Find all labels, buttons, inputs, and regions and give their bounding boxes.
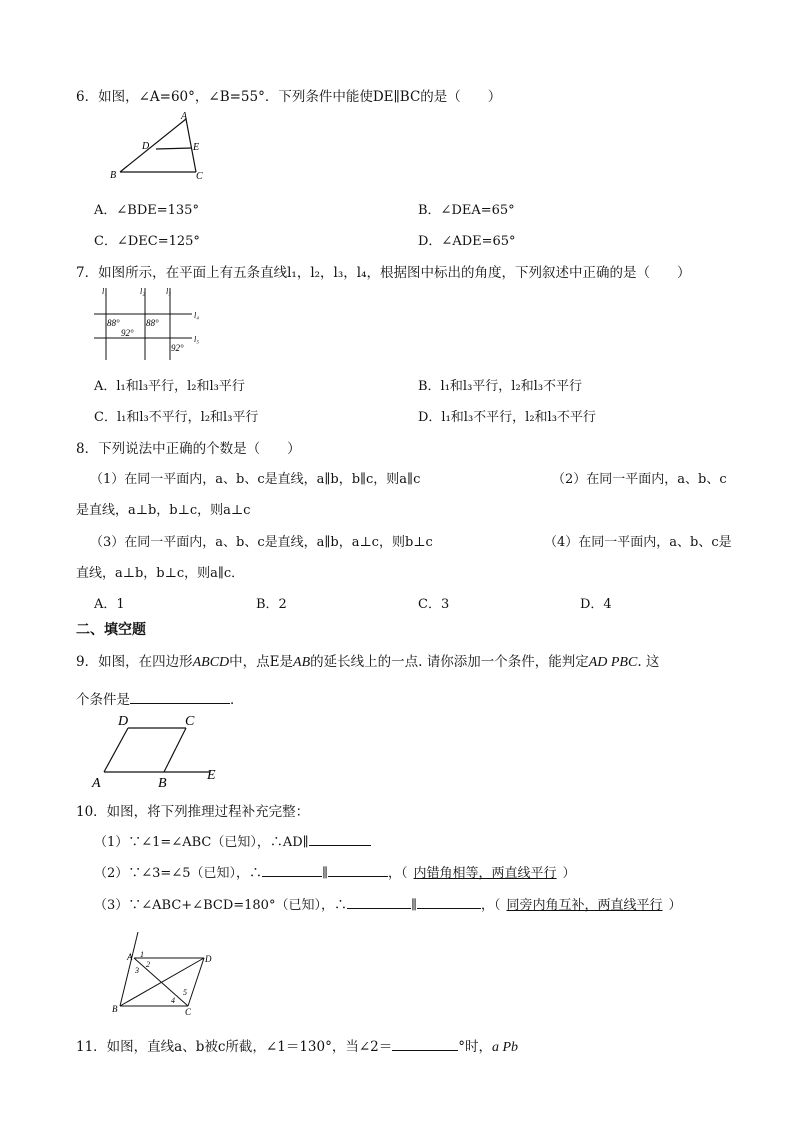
q8-stem: 8．下列说法中正确的个数是（ ）: [76, 441, 301, 457]
q6-label-b: B: [110, 170, 117, 181]
q6-label-c: C: [196, 171, 203, 182]
q10-label-d: D: [205, 954, 212, 964]
q10-quadrilateral-figure: [108, 926, 228, 1016]
q11-stem: 11．如图，直线a、b被c所截，∠1＝130°，当∠2＝: [76, 1039, 393, 1055]
q7-angle-92-mid: 92°: [121, 328, 134, 338]
q6-label-a: A: [181, 111, 188, 122]
q10-line3-reason: 同旁内角互补，两直线平行: [506, 898, 663, 913]
q8-statement-2-start: （2）在同一平面内，a、b、c: [552, 472, 727, 487]
section-heading-fill-in: 二、填空题: [76, 622, 146, 638]
q7-label-l4: l₄: [194, 311, 200, 320]
q7-option-d: D．l₁和l₃不平行，l₂和l₃不平行: [418, 410, 596, 425]
q6-label-d: D: [142, 141, 150, 152]
q10-line2-reason: 内错角相等，两直线平行: [413, 866, 557, 881]
q9-text-d: . 这: [637, 654, 660, 670]
q10-line-1: [94, 831, 371, 850]
q11-answer-blank[interactable]: [392, 1038, 458, 1051]
q10-line2-open: ，（: [388, 866, 408, 881]
q9-abcd: ABCD: [192, 655, 230, 670]
q7-option-a: A．l₁和l₃平行，l₂和l₃平行: [94, 379, 245, 394]
q7-label-l3: l₃: [166, 287, 172, 296]
q9-label-a: A: [92, 776, 101, 790]
q7-angle-88-left: 88°: [107, 318, 120, 328]
q7-angle-92-bottom: 92°: [171, 343, 184, 353]
q6-option-c: C．∠DEC=125°: [94, 234, 200, 249]
q9-label-c: C: [185, 714, 195, 729]
q11-line: [76, 1035, 518, 1056]
q6-triangle-figure: [108, 110, 218, 182]
q6-label-e: E: [193, 142, 200, 153]
q6-stem: 6．如图，∠A=60°，∠B=55°．下列条件中能使DE∥BC的是（ ）: [76, 89, 502, 105]
q6-option-b: B．∠DEA=65°: [418, 203, 515, 218]
q7-angle-88-right: 88°: [146, 318, 159, 328]
q9-line-1: [76, 650, 659, 671]
q9-parallelogram-figure: [88, 710, 223, 790]
q8-option-b: B．2: [256, 597, 287, 612]
q7-stem: 7．如图所示，在平面上有五条直线l₁，l₂，l₃，l₄，根据图中标出的角度，下列叙述中正确的是（ ）: [76, 265, 691, 281]
q10-angle-3: 3: [135, 966, 139, 975]
q9-answer-blank[interactable]: [130, 691, 230, 704]
q10-angle-5: 5: [183, 988, 187, 997]
q9-label-e: E: [207, 768, 216, 783]
q10-line2-parallel: ∥: [322, 866, 329, 881]
q10-label-b: B: [112, 1004, 118, 1014]
q8-option-d: D．4: [580, 597, 612, 612]
q10-line3-close: ）: [668, 898, 682, 913]
q10-blank-2a[interactable]: [262, 864, 322, 877]
q7-option-b: B．l₁和l₃平行，l₂和l₃不平行: [418, 379, 583, 394]
q7-label-l5: l₅: [194, 335, 200, 344]
q6-option-d: D．∠ADE=65°: [418, 234, 516, 249]
q11-tail: °时，: [458, 1039, 492, 1055]
q10-blank-1[interactable]: [309, 833, 371, 846]
q7-lines-figure: [92, 284, 207, 362]
q8-statement-1: （1）在同一平面内，a、b、c是直线，a∥b，b∥c，则a∥c: [90, 472, 421, 487]
q7-label-l1: l₁: [102, 287, 108, 296]
q7-label-l2: l₂: [140, 287, 146, 296]
q10-line3-open: ，（: [480, 898, 501, 913]
q9-line2-end: ．: [230, 692, 244, 708]
q7-option-c: C．l₁和l₃不平行，l₂和l₃平行: [94, 410, 259, 425]
q10-line2-close: ）: [562, 866, 576, 881]
q8-option-a: A．1: [94, 597, 125, 612]
q10-stem: 10．如图，将下列推理过程补充完整：: [76, 804, 310, 820]
q10-angle-4: 4: [171, 996, 175, 1005]
q8-statement-4-end: 直线，a⊥b，b⊥c，则a∥c．: [76, 566, 245, 581]
q10-angle-2: 2: [146, 960, 150, 969]
q10-label-a: A: [127, 952, 133, 962]
q8-option-c: C．3: [418, 597, 450, 612]
q9-label-b: B: [158, 776, 167, 790]
q9-line-2: [76, 688, 244, 708]
q10-angle-1: 1: [140, 950, 144, 959]
q8-statement-2-end: 是直线，a⊥b，b⊥c，则a⊥c: [76, 503, 251, 518]
q8-statement-4-start: （4）在同一平面内，a、b、c是: [544, 535, 732, 550]
q10-blank-2b[interactable]: [328, 864, 388, 877]
q9-ad-parallel-bc: AD PBC: [588, 655, 638, 670]
q10-blank-3a[interactable]: [347, 896, 411, 909]
q9-line2-text: 个条件是: [76, 692, 130, 708]
q9-ab: AB: [293, 655, 311, 670]
q10-line2-text: （2）∵∠3=∠5（已知），∴: [94, 866, 262, 881]
q10-label-c: C: [185, 1007, 192, 1016]
q10-blank-3b[interactable]: [417, 896, 481, 909]
q10-line1-text: （1）∵∠1=∠ABC（已知），∴AD∥: [94, 835, 309, 850]
q11-a-parallel-b: a Pb: [492, 1040, 519, 1055]
q10-line-3: [94, 894, 682, 913]
q9-text-a: 9．如图，在四边形: [76, 654, 193, 670]
q9-label-d: D: [118, 714, 129, 729]
q8-statement-3: （3）在同一平面内，a、b、c是直线，a∥b，a⊥c，则b⊥c: [90, 535, 433, 550]
q10-line3-text: （3）∵∠ABC+∠BCD=180°（已知），∴: [94, 898, 347, 913]
q10-line-2: [94, 862, 576, 881]
q10-line3-parallel: ∥: [410, 898, 417, 913]
q6-option-a: A．∠BDE=135°: [94, 203, 199, 218]
q9-text-c: 的延长线上的一点. 请你添加一个条件，能判定: [310, 654, 589, 670]
q9-text-b: 中，点E是: [229, 654, 294, 670]
